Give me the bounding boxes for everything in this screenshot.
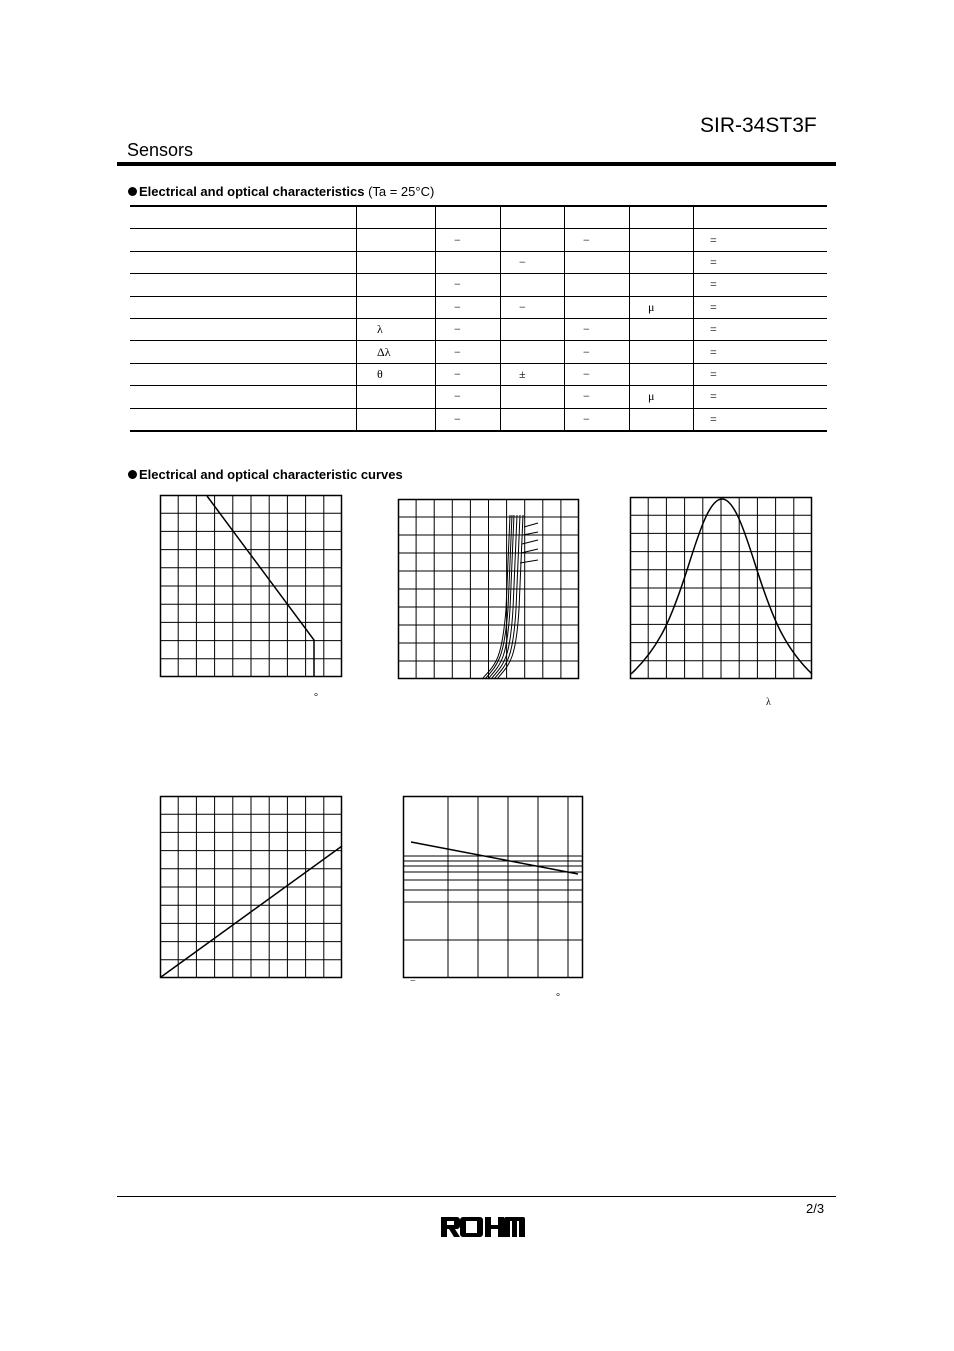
table-cell-cond: = — [694, 318, 828, 340]
table-cell-typ: ± — [501, 363, 565, 385]
table-row — [130, 251, 827, 273]
table-cell-min: − — [436, 408, 501, 431]
table-cell-unit — [630, 251, 694, 273]
table-row — [130, 341, 827, 363]
header-rule — [117, 162, 836, 166]
chart1-axis-glyph: ° — [314, 692, 318, 703]
bullet-icon — [128, 470, 137, 479]
table-cell-cond — [694, 206, 828, 229]
category-title: Sensors — [127, 140, 194, 160]
table-cell-max: − — [565, 229, 630, 251]
table-cell-unit: μ — [630, 296, 694, 318]
table-cell-min — [436, 206, 501, 229]
table-cell-sym: θ — [357, 363, 436, 385]
table-cell-sym — [357, 274, 436, 296]
chart-forward-current — [398, 499, 580, 680]
table-row — [130, 408, 827, 431]
chart3-axis-glyph: λ — [766, 697, 771, 708]
table-cell-param — [130, 341, 357, 363]
characteristics-title: Electrical and optical characteristics — [139, 184, 365, 199]
table-row — [130, 206, 827, 229]
chart-linear — [160, 796, 343, 979]
table-cell-typ — [501, 341, 565, 363]
table-cell-max: − — [565, 363, 630, 385]
table-cell-param — [130, 408, 357, 431]
table-cell-min — [436, 251, 501, 273]
table-row — [130, 229, 827, 251]
table-cell-param — [130, 274, 357, 296]
table-cell-max — [565, 206, 630, 229]
grid — [403, 796, 583, 978]
table-cell-unit — [630, 274, 694, 296]
table-cell-typ — [501, 206, 565, 229]
table-cell-sym — [357, 386, 436, 408]
table-cell-cond: = — [694, 274, 828, 296]
rohm-logo — [441, 1215, 525, 1239]
table-cell-cond: = — [694, 296, 828, 318]
table-cell-param — [130, 363, 357, 385]
table-cell-unit — [630, 229, 694, 251]
bullet-icon — [128, 187, 137, 196]
table-cell-min: − — [436, 318, 501, 340]
log-curve — [411, 842, 578, 874]
table-cell-param — [130, 318, 357, 340]
table-cell-unit: μ — [630, 386, 694, 408]
table-cell-unit — [630, 206, 694, 229]
table-cell-min: − — [436, 341, 501, 363]
table-cell-unit — [630, 408, 694, 431]
table-cell-min: − — [436, 363, 501, 385]
table-row — [130, 318, 827, 340]
table-cell-param — [130, 386, 357, 408]
table-cell-cond: = — [694, 408, 828, 431]
footer-rule — [117, 1196, 836, 1197]
table-cell-sym — [357, 408, 436, 431]
table-row — [130, 274, 827, 296]
grid — [398, 499, 579, 679]
table-cell-typ — [501, 229, 565, 251]
table-cell-min: − — [436, 229, 501, 251]
table-cell-unit — [630, 318, 694, 340]
table-cell-min: − — [436, 386, 501, 408]
table-cell-cond: = — [694, 341, 828, 363]
table-cell-max — [565, 274, 630, 296]
table-cell-sym — [357, 229, 436, 251]
table-cell-max — [565, 251, 630, 273]
table-cell-max: − — [565, 408, 630, 431]
curves-title: Electrical and optical characteristic curves — [139, 467, 403, 482]
table-cell-max: − — [565, 318, 630, 340]
table-cell-cond: = — [694, 229, 828, 251]
table-cell-cond: = — [694, 251, 828, 273]
table-cell-param — [130, 206, 357, 229]
table-cell-cond: = — [694, 363, 828, 385]
table-cell-typ — [501, 408, 565, 431]
characteristics-heading — [128, 184, 434, 199]
table-cell-unit — [630, 363, 694, 385]
chart-spectral — [630, 497, 813, 680]
chart-derating — [160, 495, 343, 678]
table-row — [130, 386, 827, 408]
table-cell-min: − — [436, 274, 501, 296]
characteristics-condition: (Ta = 25°C) — [368, 184, 435, 199]
table-cell-min: − — [436, 296, 501, 318]
table-row — [130, 363, 827, 385]
table-cell-sym — [357, 296, 436, 318]
chart5-tick-glyph: − — [410, 976, 416, 987]
table-cell-param — [130, 229, 357, 251]
temperature-curves — [482, 515, 538, 679]
table-cell-sym: Δλ — [357, 341, 436, 363]
chart5-axis-glyph: ° — [556, 992, 560, 1003]
characteristics-table — [130, 205, 827, 432]
table-cell-param — [130, 296, 357, 318]
table-cell-typ — [501, 386, 565, 408]
table-cell-unit — [630, 341, 694, 363]
table-cell-typ — [501, 318, 565, 340]
table-cell-typ: − — [501, 296, 565, 318]
table-cell-max: − — [565, 341, 630, 363]
table-cell-sym — [357, 251, 436, 273]
page-number: 2/3 — [806, 1201, 825, 1216]
grid — [160, 796, 342, 978]
curves-heading — [128, 467, 403, 482]
table-cell-param — [130, 251, 357, 273]
table-cell-max — [565, 296, 630, 318]
table-cell-typ — [501, 274, 565, 296]
table-cell-typ: − — [501, 251, 565, 273]
table-cell-sym — [357, 206, 436, 229]
table-cell-max: − — [565, 386, 630, 408]
table-row — [130, 296, 827, 318]
grid — [630, 497, 812, 679]
table-cell-sym: λ — [357, 318, 436, 340]
table-cell-cond: = — [694, 386, 828, 408]
part-number: SIR-34ST3F — [700, 114, 817, 137]
chart-log — [403, 796, 584, 979]
